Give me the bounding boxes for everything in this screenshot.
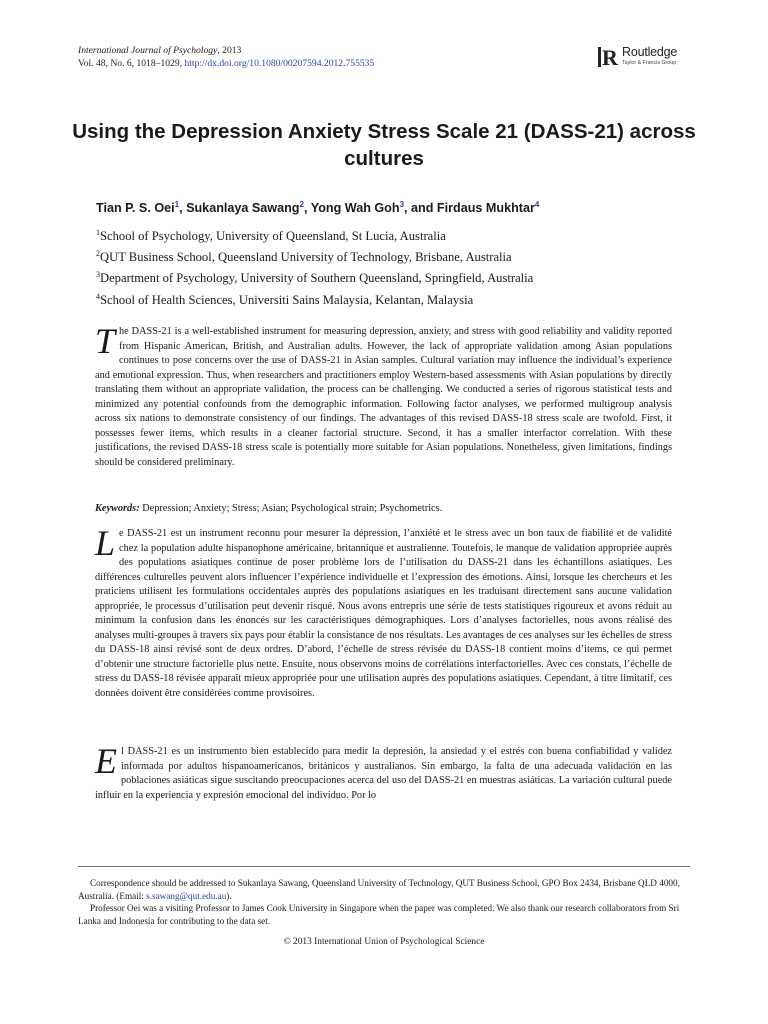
dropcap: T xyxy=(95,321,116,361)
journal-year: , 2013 xyxy=(217,45,242,56)
publisher-brand: Routledge xyxy=(622,45,678,59)
affiliation xyxy=(96,224,533,245)
author-name: Sukanlaya Sawang xyxy=(186,201,300,216)
affiliation xyxy=(96,266,533,287)
dropcap: L xyxy=(95,523,116,563)
article-title: Using the Depression Anxiety Stress Scale 21 (DASS-21) across cultures xyxy=(72,120,696,170)
email-link[interactable]: s.sawang@qut.edu.au xyxy=(146,890,227,901)
volume-info: Vol. 48, No. 6, 1018–1029, xyxy=(78,58,185,69)
affiliation-number: 4 xyxy=(96,291,100,301)
abstract-text: e DASS-21 est un instrument reconnu pour mesurer la dépression, l’anxiété et le stress avec un bon taux de fiabilité et de validité chez la population adulte hispanophone américaine, britannique et australienne. Toutefois, le manque de validation appropriée auprès des populations asiatiques continue de poser problème lors de l’utilisation du DASS-21 dans les échantillons asiatiques. Les différences culturelles peuvent alors influencer l’expérience individuelle et l’expression des émotions. Ainsi, lorsque les chercheurs et les praticiens utilisent les formulations occidentales auprès des populations asiatiques en les traduisant directement sans aucune validation appropriée, le processus d’utilisation peut devenir risqué. Nous avons entrepris une série de tests statistiques rigoureux et avons réduit au minimum la confusion dans les énoncés sur les caractéristiques démographiques. Lors d’analyses factorielles, nous avons réalisé des analyses multi-groupes à travers six pays pour établir la consistance de nos résultats. Les avantages de ces analyses sur les échelles de stress du DASS-18 ainsi révisé sont de deux ordres. D’abord, l’échelle de stress révisée du DASS-18 contient moins d’items, ce qui permet d’obtenir une structure factorielle plus nette. Ensuite, nous observons moins de corrélations interfactorielles. Avec ces constats, l’échelle de stress du DASS-18 révisée apparaît mieux appropriée pour une utilisation auprès des populations asiatiques. Cependant, à titre limitatif, ces données doivent être considérées comme provisoires. xyxy=(95,528,672,699)
author-affil-ref[interactable]: 1 xyxy=(174,200,180,209)
acknowledgement-note: Professor Oei was a visiting Professor to James Cook University in Singapore when the paper was completed. We also thank our research collaborators from Sri Lanka and Indonesia for contributing to the data set. xyxy=(78,903,680,926)
affiliation-number: 1 xyxy=(96,228,100,237)
author-affil-ref[interactable]: 3 xyxy=(399,200,405,209)
dropcap: E xyxy=(95,741,117,781)
copyright: © 2013 International Union of Psychological Science xyxy=(283,937,485,947)
author-separator: , xyxy=(179,201,187,216)
author-affil-ref[interactable]: 2 xyxy=(299,200,304,209)
correspondence-note xyxy=(78,877,690,902)
abstract-english xyxy=(95,321,672,470)
abstract-text: he DASS-21 is a well-established instrument for measuring depression, anxiety, and stress with good reliability and validity reported from Hispanic American, British, and Australian adults. However, the lack of appropriate validation among Asian populations continues to pose concerns over the use of DASS-21 in Asian samples. Cultural variation may influence the individual’s experience and emotional expression. Thus, when researchers and practitioners employ Western-based assessments with Asian populations by directly translating them without an appropriate validation, the process can be challenging. We conducted a series of rigorous statistical tests and minimized any potential confounds from the demographic information. Following factor analyses, we performed multigroup analysis across six nations to demonstrate consistency of our findings. The advantages of this revised DASS-18 stress scale are twofold. First, it possesses fewer items, which results in a cleaner factorial structure. Second, it has a smaller interfactor correlation. With these justifications, the revised DASS-18 stress scale is potentially more suitable for Asian populations. Nonetheless, given limitations, findings should be considered preliminary. xyxy=(95,326,672,468)
author-list xyxy=(96,200,539,215)
routledge-r-logo-icon xyxy=(598,44,620,70)
journal-name: International Journal of Psychology xyxy=(78,45,218,56)
affiliation-text: School of Health Sciences, Universiti Sains Malaysia, Kelantan, Malaysia xyxy=(100,292,474,307)
correspondence-text: Correspondence should be addressed to Sukanlaya Sawang, Queensland University of Technology, QUT Business School, GPO Box 2434, Brisbane QLD 4000, Australia. (Email: xyxy=(78,878,680,901)
author-separator: , and xyxy=(404,201,437,216)
keywords-text: Depression; Anxiety; Stress; Asian; Psychological strain; Psychometrics. xyxy=(139,503,443,514)
affiliation xyxy=(96,288,533,309)
publisher-sub: Taylor & Francis Group xyxy=(622,59,677,66)
footnotes xyxy=(78,866,690,927)
author-affil-ref[interactable]: 4 xyxy=(534,200,540,209)
affiliation xyxy=(96,245,533,266)
affiliation-text: Department of Psychology, University of Southern Queensland, Springfield, Australia xyxy=(100,271,534,286)
journal-header xyxy=(78,44,374,70)
abstract-spanish xyxy=(95,741,672,803)
keywords xyxy=(95,503,442,514)
author-name: Tian P. S. Oei xyxy=(96,201,175,216)
author-separator: , xyxy=(303,201,311,216)
affiliation-number: 2 xyxy=(96,249,100,259)
affiliation-text: QUT Business School, Queensland University of Technology, Brisbane, Australia xyxy=(100,250,512,265)
svg-text:R: R xyxy=(602,45,618,70)
affiliation-number: 3 xyxy=(96,270,100,280)
affiliation-text: School of Psychology, University of Queensland, St Lucia, Australia xyxy=(100,229,446,244)
correspondence-text-end: ). xyxy=(226,890,232,901)
author-name: Firdaus Mukhtar xyxy=(436,201,535,216)
keywords-label: Keywords: xyxy=(95,503,140,514)
abstract-text: l DASS-21 es un instrumento bien establecido para medir la depresión, la ansiedad y el estrés con buena confiabilidad y validez informada por adultos hispanoamericanos, británicos y australianos. Sin embargo, la falta de una adecuada validación en las poblaciones asiáticas sigue suscitando preocupaciones acerca del uso del DASS-21 en muestras asiáticas. La variación cultural puede influir en la experiencia y expresión emocional del individuo. Por lo xyxy=(95,746,672,801)
author-name: Yong Wah Goh xyxy=(310,201,400,216)
affiliation-list xyxy=(96,224,533,309)
doi-link[interactable]: http://dx.doi.org/10.1080/00207594.2012.755535 xyxy=(184,58,375,69)
abstract-french xyxy=(95,523,672,701)
publisher-logo xyxy=(598,44,677,70)
